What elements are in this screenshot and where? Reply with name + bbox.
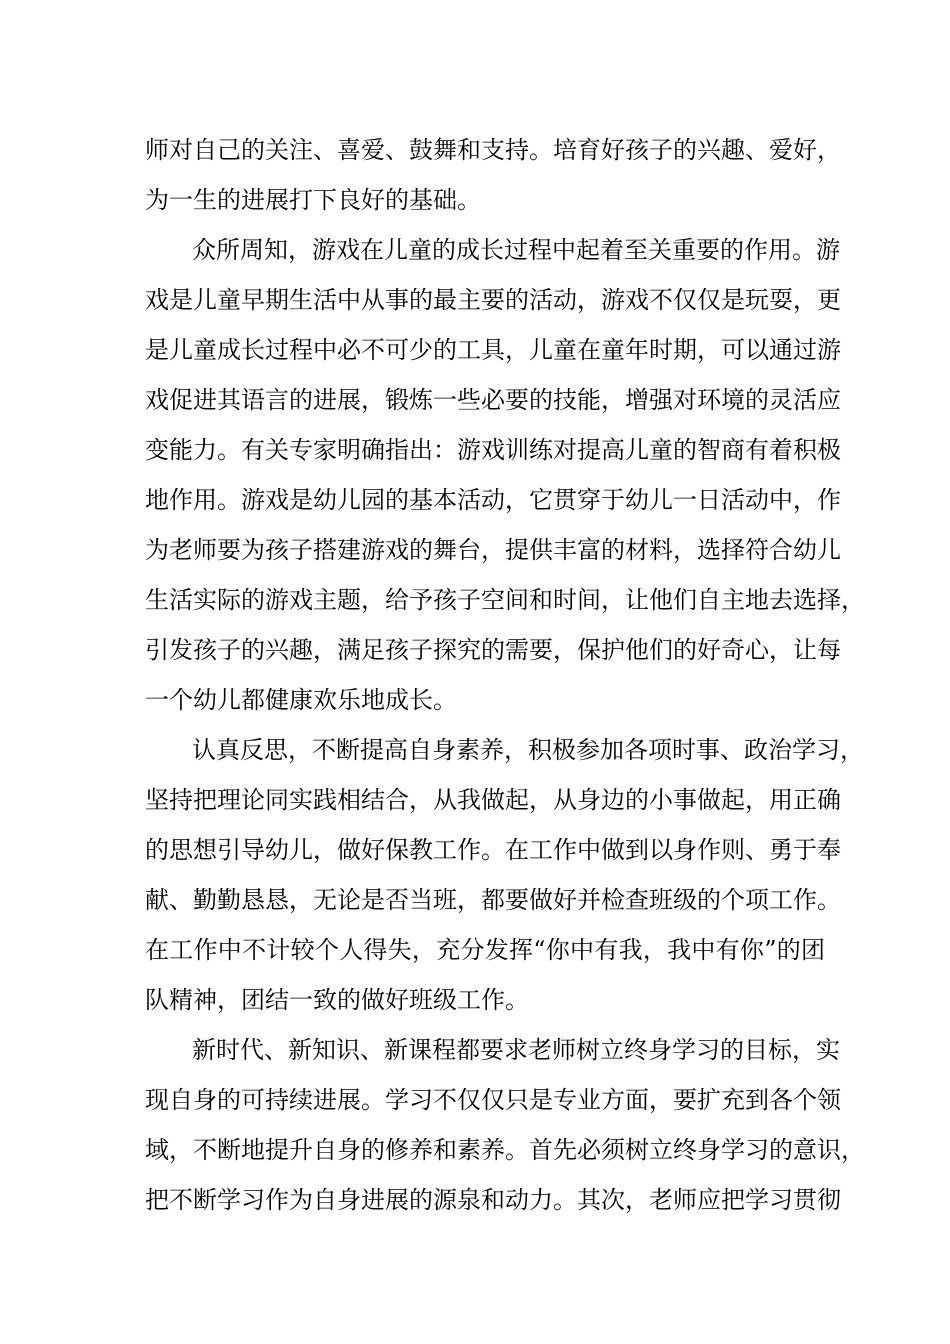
- text-line: 一个幼儿都健康欢乐地成长。: [145, 686, 457, 714]
- text-line: 师对自己的关注、喜爱、鼓舞和支持。培育好孩子的兴趣、爱好，: [145, 136, 841, 164]
- paragraph-start-line: 认真反思，不断提高自身素养，积极参加各项时事、政治学习，: [192, 736, 864, 764]
- text-line: 在工作中不计较个人得失，充分发挥“你中有我，我中有你”的团: [145, 936, 825, 964]
- text-line: 把不断学习作为自身进展的源泉和动力。其次，老师应把学习贯彻: [145, 1186, 841, 1214]
- paragraph-start-line: 新时代、新知识、新课程都要求老师树立终身学习的目标，实: [192, 1036, 840, 1064]
- text-line: 戏是儿童早期生活中从事的最主要的活动，游戏不仅仅是玩耍，更: [145, 286, 841, 314]
- text-line: 域，不断地提升自身的修养和素养。首先必须树立终身学习的意识，: [145, 1136, 865, 1164]
- paragraph-start-line: 众所周知，游戏在儿童的成长过程中起着至关重要的作用。游: [192, 236, 840, 264]
- text-line: 坚持把理论同实践相结合，从我做起，从身边的小事做起，用正确: [145, 786, 841, 814]
- text-line: 戏促进其语言的进展，锻炼一些必要的技能，增强对环境的灵活应: [145, 386, 841, 414]
- text-line: 地作用。游戏是幼儿园的基本活动，它贯穿于幼儿一日活动中，作: [145, 486, 841, 514]
- text-line: 生活实际的游戏主题，给予孩子空间和时间，让他们自主地去选择，: [145, 586, 865, 614]
- text-line: 献、勤勤恳恳，无论是否当班，都要做好并检查班级的个项工作。: [145, 886, 841, 914]
- text-line: 是儿童成长过程中必不可少的工具，儿童在童年时期，可以通过游: [145, 336, 841, 364]
- text-line: 变能力。有关专家明确指出：游戏训练对提高儿童的智商有着积极: [145, 436, 841, 464]
- text-line: 现自身的可持续进展。学习不仅仅只是专业方面，要扩充到各个领: [145, 1086, 841, 1114]
- text-line: 的思想引导幼儿，做好保教工作。在工作中做到以身作则、勇于奉: [145, 836, 841, 864]
- text-line: 为一生的进展打下良好的基础。: [145, 186, 481, 214]
- text-line: 为老师要为孩子搭建游戏的舞台，提供丰富的材料，选择符合幼儿: [145, 536, 841, 564]
- text-line: 引发孩子的兴趣，满足孩子探究的需要，保护他们的好奇心，让每: [145, 636, 841, 664]
- text-line: 队精神，团结一致的做好班级工作。: [145, 986, 529, 1014]
